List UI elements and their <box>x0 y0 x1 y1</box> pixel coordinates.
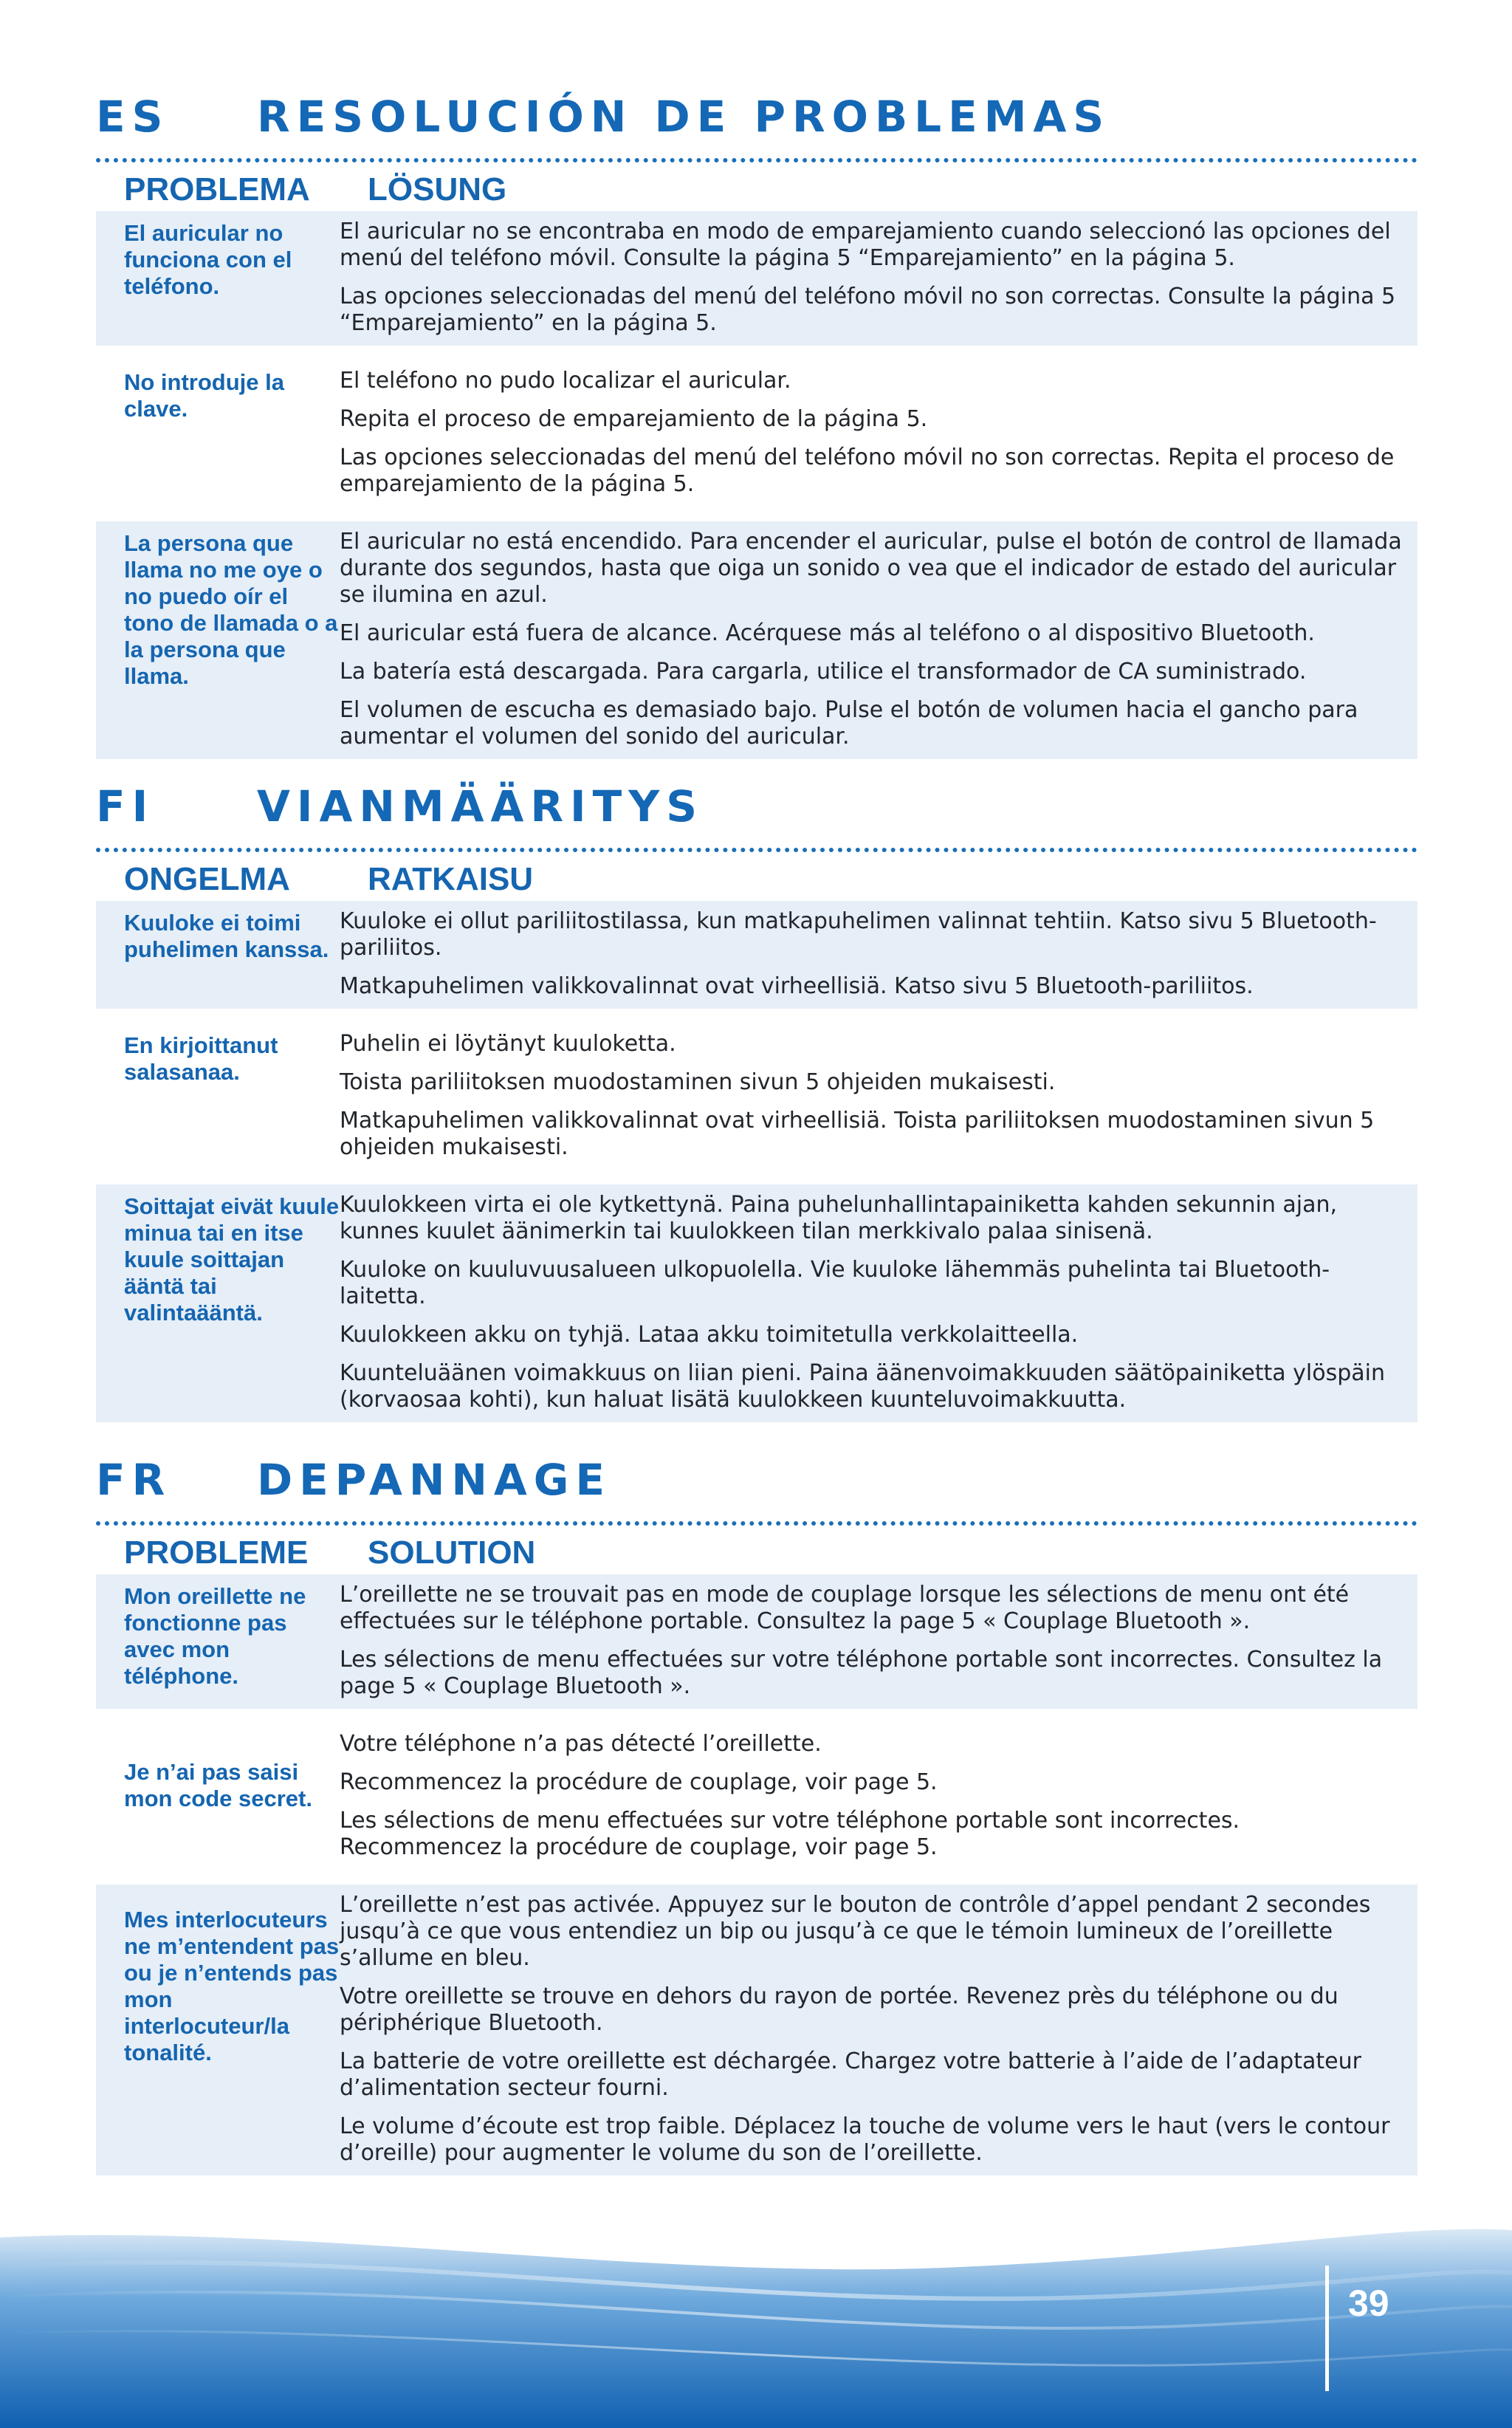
solution-column-header: LÖSUNG <box>368 171 507 208</box>
problem-cell: Soittajat eivät kuule minua tai en itse kuule soittajan ääntä tai valintaääntä. <box>124 1193 340 1326</box>
problem-cell: La persona que llama no me oye o no puedo oír el tono de llamada o a la persona que llama. <box>124 530 338 689</box>
language-code: FR <box>96 1455 172 1505</box>
solution-text: Matkapuhelimen valikkovalinnat ovat virheellisiä. Toista pariliitoksen muodostaminen sivun 5 ohjeiden mukaisesti. <box>340 1108 1375 1160</box>
solution-text: Les sélections de menu effectuées sur votre téléphone portable sont incorrectes. Recommencez la procédure de couplage, voir page 5. <box>340 1808 1240 1860</box>
solution-text: Matkapuhelimen valikkovalinnat ovat virheellisiä. Katso sivu 5 Bluetooth-pariliitos. <box>340 973 1254 999</box>
solution-text: Kuuloke ei ollut pariliitostilassa, kun matkapuhelimen valinnat tehtiin. Katso sivu 5 Bluetooth-pariliitos. <box>340 908 1377 961</box>
solution-cell <box>340 521 1418 759</box>
table-row <box>96 1724 1418 1870</box>
solution-text: Repita el proceso de emparejamiento de la página 5. <box>340 406 928 432</box>
solution-text: Votre oreillette se trouve en dehors du rayon de portée. Revenez près du téléphone ou du périphérique Bluetooth. <box>340 1983 1339 2036</box>
page-number: 39 <box>1348 2283 1389 2324</box>
solution-text: Puhelin ei löytänyt kuuloketta. <box>340 1031 676 1057</box>
solution-text: Kuulokkeen virta ei ole kytkettynä. Paina puhelunhallintapainiketta kahden sekunnin ajan, kunnes kuulet äänimerkin tai kuulokkeen tilan merkkivalo palaa sinisenä. <box>340 1192 1338 1244</box>
table-row <box>96 211 1418 346</box>
table-row <box>96 1184 1418 1422</box>
section-heading <box>96 87 1418 146</box>
language-code: ES <box>96 92 170 142</box>
table-row <box>96 521 1418 759</box>
problem-column-header: ONGELMA <box>124 861 290 897</box>
solution-cell <box>340 1724 1418 1870</box>
table-row <box>96 1885 1418 2175</box>
solution-text: El auricular no está encendido. Para encender el auricular, pulse el botón de control de llamada durante dos segundos, hasta que oiga un sonido o vea que el indicador de estado del auricular se ilumina en azul. <box>340 529 1402 608</box>
problem-cell: El auricular no funciona con el teléfono. <box>124 220 292 299</box>
solution-text: Le volume d’écoute est trop faible. Déplacez la touche de volume vers le haut (vers le contour d’oreille) pour augmenter le volume du son de l’oreillette. <box>340 2113 1390 2166</box>
table-row <box>96 901 1418 1009</box>
solution-text: Toista pariliitoksen muodostaminen sivun 5 ohjeiden mukaisesti. <box>340 1069 1056 1095</box>
section-fi <box>96 777 1418 1437</box>
solution-text: El volumen de escucha es demasiado bajo. Pulse el botón de volumen hacia el gancho para aumentar el volumen del sonido del auricular. <box>340 697 1358 750</box>
solution-text: Kuulokkeen akku on tyhjä. Lataa akku toimitetulla verkkolaitteella. <box>340 1322 1079 1348</box>
column-headers <box>96 852 1418 901</box>
problem-cell: Kuuloke ei toimi puhelimen kanssa. <box>124 910 329 962</box>
solution-cell <box>340 360 1418 507</box>
solution-cell <box>340 1184 1418 1422</box>
solution-cell <box>340 1574 1418 1709</box>
solution-text: La batterie de votre oreillette est déchargée. Chargez votre batterie à l’aide de l’adaptateur d’alimentation secteur fourni. <box>340 2048 1361 2101</box>
section-title: VIANMÄÄRITYS <box>257 781 704 831</box>
solution-cell <box>340 1885 1418 2175</box>
problem-cell: Mes interlocuteurs ne m’entendent pas ou je n’entends pas mon interlocuteur/la tonalité. <box>124 1907 340 2065</box>
solution-column-header: SOLUTION <box>368 1534 536 1571</box>
table-row <box>96 1574 1418 1709</box>
section-title: DEPANNAGE <box>257 1455 612 1505</box>
solution-text: Les sélections de menu effectuées sur votre téléphone portable sont incorrectes. Consultez la page 5 « Couplage Bluetooth ». <box>340 1647 1383 1699</box>
solution-text: Las opciones seleccionadas del menú del teléfono móvil no son correctas. Consulte la página 5 “Emparejamiento” en la página 5. <box>340 284 1396 336</box>
section-fr <box>96 1450 1418 2190</box>
problem-column-header: PROBLEMA <box>124 171 310 208</box>
solution-cell <box>340 901 1418 1009</box>
footer-wave <box>0 2215 1512 2428</box>
problem-cell: No introduje la clave. <box>124 369 284 422</box>
solution-text: La batería está descargada. Para cargarla, utilice el transformador de CA suministrado. <box>340 659 1307 685</box>
solution-cell <box>340 211 1418 346</box>
section-heading <box>96 777 1418 836</box>
solution-text: Votre téléphone n’a pas détecté l’oreillette. <box>340 1731 822 1757</box>
problem-cell: Mon oreillette ne fonctionne pas avec mon téléphone. <box>124 1583 306 1689</box>
wave-graphic <box>0 2215 1512 2428</box>
section-es <box>96 87 1418 774</box>
solution-text: Recommencez la procédure de couplage, voir page 5. <box>340 1769 938 1795</box>
solution-text: Las opciones seleccionadas del menú del teléfono móvil no son correctas. Repita el proceso de emparejamiento de la página 5. <box>340 445 1395 497</box>
problem-cell: En kirjoittanut salasanaa. <box>124 1032 278 1085</box>
table-row <box>96 1023 1418 1170</box>
solution-text: L’oreillette ne se trouvait pas en mode de couplage lorsque les sélections de menu ont été effectuées sur le téléphone portable. Consultez la page 5 « Couplage Bluetooth ». <box>340 1582 1350 1634</box>
solution-text: L’oreillette n’est pas activée. Appuyez sur le bouton de contrôle d’appel pendant 2 secondes jusqu’à ce que vous entendiez un bip ou jusqu’à ce que le témoin lumineux de l’oreillette s’allume en bleu. <box>340 1892 1371 1971</box>
solution-text: El teléfono no pudo localizar el auricular. <box>340 368 791 394</box>
solution-column-header: RATKAISU <box>368 861 534 897</box>
solution-text: Kuunteluäänen voimakkuus on liian pieni. Paina äänenvoimakkuuden säätöpainiketta ylöspäin (korvaosaa kohti), kun haluat lisätä kuulokkeen kuunteluvoimakkuutta. <box>340 1360 1386 1413</box>
solution-text: Kuuloke on kuuluvuusalueen ulkopuolella. Vie kuuloke lähemmäs puhelinta tai Bluetooth-laitetta. <box>340 1257 1330 1309</box>
language-code: FI <box>96 781 155 831</box>
problem-cell: Je n’ai pas saisi mon code secret. <box>124 1759 312 1811</box>
page-number-divider <box>1325 2266 1329 2391</box>
solution-cell <box>340 1023 1418 1170</box>
column-headers <box>96 1526 1418 1574</box>
solution-text: El auricular no se encontraba en modo de emparejamiento cuando seleccionó las opciones del menú del teléfono móvil. Consulte la página 5 “Emparejamiento” en la página 5. <box>340 219 1391 271</box>
table-row <box>96 360 1418 507</box>
problem-column-header: PROBLEME <box>124 1534 309 1571</box>
solution-text: El auricular está fuera de alcance. Acérquese más al teléfono o al dispositivo Bluetooth. <box>340 620 1315 646</box>
column-headers <box>96 162 1418 211</box>
section-title: RESOLUCIÓN DE PROBLEMAS <box>257 92 1111 142</box>
section-heading <box>96 1450 1418 1509</box>
